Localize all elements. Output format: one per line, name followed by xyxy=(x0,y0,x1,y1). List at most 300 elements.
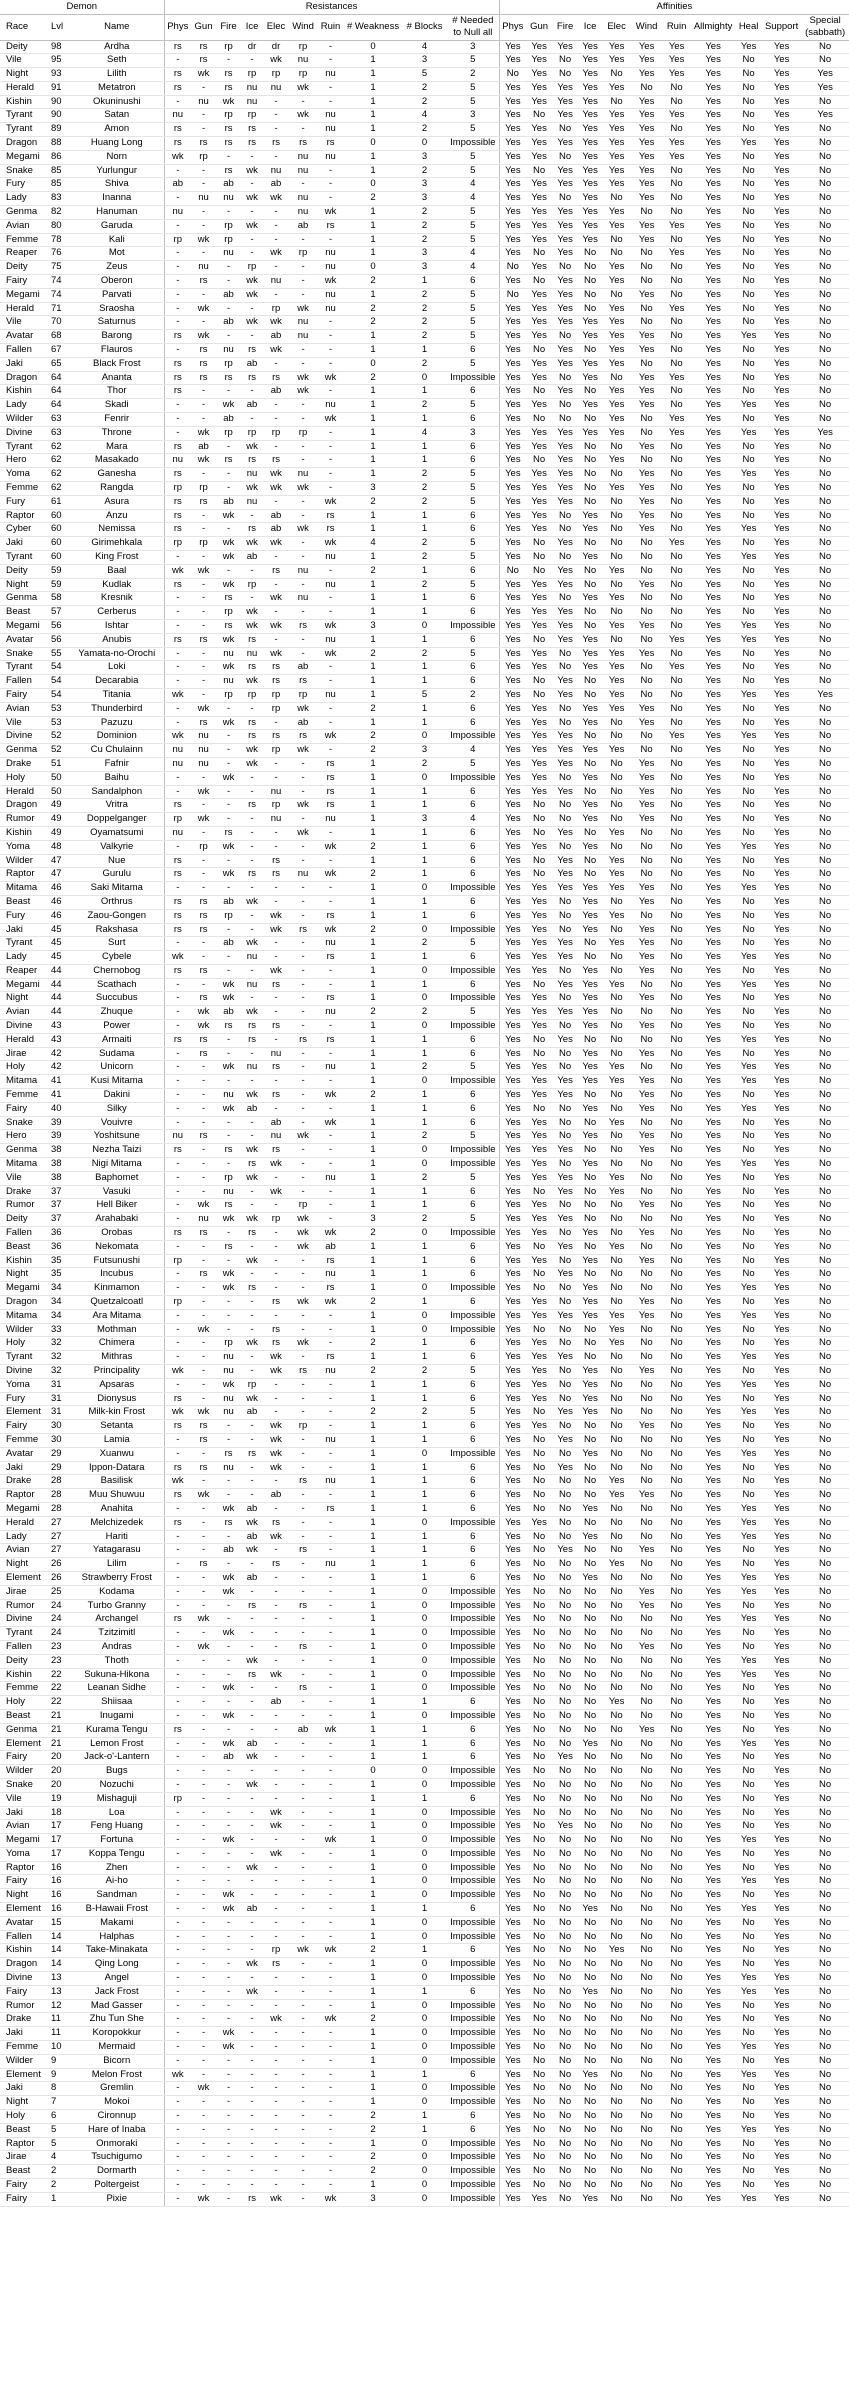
cell-lvl: 2 xyxy=(48,2179,70,2193)
cell-aff-fire: No xyxy=(552,1668,578,1682)
cell-res-gun: - xyxy=(191,1875,216,1889)
cell-name: Succubus xyxy=(70,992,164,1006)
cell-aff-allmighty: Yes xyxy=(691,1171,735,1185)
cell-res-phys: - xyxy=(164,702,191,716)
cell-aff-elec: Yes xyxy=(602,206,631,220)
cell-res-wind: - xyxy=(289,1309,317,1323)
cell-res-fire: nu xyxy=(216,675,241,689)
cell-aff-ice: Yes xyxy=(578,1006,602,1020)
cell-aff-heal: No xyxy=(735,482,762,496)
cell-blocks-count: 1 xyxy=(402,2068,447,2082)
cell-res-elec: wk xyxy=(263,1158,289,1172)
cell-aff-ruin: No xyxy=(662,1834,691,1848)
cell-aff-support: Yes xyxy=(762,647,801,661)
cell-blocks-count: 1 xyxy=(402,1392,447,1406)
cell-res-elec: rs xyxy=(263,675,289,689)
cell-res-fire: - xyxy=(216,1116,241,1130)
cell-res-wind: nu xyxy=(289,564,317,578)
cell-aff-gun: No xyxy=(526,2179,552,2193)
cell-res-wind: - xyxy=(289,1571,317,1585)
cell-aff-heal: No xyxy=(735,1599,762,1613)
cell-aff-gun: Yes xyxy=(526,261,552,275)
cell-aff-ruin: No xyxy=(662,716,691,730)
cell-aff-allmighty: Yes xyxy=(691,288,735,302)
cell-lvl: 30 xyxy=(48,1420,70,1434)
cell-race: Holy xyxy=(0,1696,48,1710)
cell-blocks-count: 0 xyxy=(402,2179,447,2193)
cell-weakness-count: 1 xyxy=(344,1268,402,1282)
cell-res-gun: rs xyxy=(191,495,216,509)
cell-race: Genma xyxy=(0,206,48,220)
table-row xyxy=(0,1544,849,1558)
cell-name: Baihu xyxy=(70,771,164,785)
cell-aff-ruin: No xyxy=(662,1337,691,1351)
cell-aff-support: Yes xyxy=(762,840,801,854)
cell-aff-ice: Yes xyxy=(578,550,602,564)
table-row xyxy=(0,2041,849,2055)
cell-aff-ruin: Yes xyxy=(662,661,691,675)
cell-name: Koppa Tengu xyxy=(70,1847,164,1861)
cell-aff-allmighty: Yes xyxy=(691,688,735,702)
cell-res-wind: - xyxy=(289,1958,317,1972)
cell-res-phys: - xyxy=(164,2123,191,2137)
table-row xyxy=(0,1820,849,1834)
cell-aff-support: Yes xyxy=(762,1378,801,1392)
cell-race: Genma xyxy=(0,1144,48,1158)
cell-res-phys: - xyxy=(164,978,191,992)
cell-res-phys: - xyxy=(164,1171,191,1185)
cell-aff-support: Yes xyxy=(762,1061,801,1075)
cell-aff-allmighty: Yes xyxy=(691,1709,735,1723)
cell-aff-ice: No xyxy=(578,1792,602,1806)
cell-blocks-count: 0 xyxy=(402,2096,447,2110)
cell-res-phys: - xyxy=(164,2192,191,2206)
cell-res-wind: rs xyxy=(289,923,317,937)
cell-needed-to-null: Impossible xyxy=(447,1806,499,1820)
cell-aff-heal: No xyxy=(735,219,762,233)
cell-needed-to-null: Impossible xyxy=(447,1668,499,1682)
cell-aff-phys: Yes xyxy=(499,964,526,978)
cell-res-elec: rs xyxy=(263,371,289,385)
cell-name: Zhen xyxy=(70,1861,164,1875)
cell-blocks-count: 2 xyxy=(402,206,447,220)
cell-res-ice: - xyxy=(241,54,263,68)
table-row xyxy=(0,109,849,123)
cell-res-ruin: - xyxy=(317,81,344,95)
cell-res-gun: - xyxy=(191,1392,216,1406)
cell-res-wind: rs xyxy=(289,1475,317,1489)
cell-aff-phys: Yes xyxy=(499,1392,526,1406)
cell-aff-heal: No xyxy=(735,1847,762,1861)
cell-res-elec: - xyxy=(263,1792,289,1806)
table-row xyxy=(0,2013,849,2027)
cell-aff-fire: No xyxy=(552,54,578,68)
cell-res-elec: - xyxy=(263,233,289,247)
cell-res-elec: - xyxy=(263,1985,289,1999)
cell-weakness-count: 1 xyxy=(344,771,402,785)
cell-weakness-count: 1 xyxy=(344,1640,402,1654)
cell-res-phys: - xyxy=(164,771,191,785)
cell-aff-ruin: No xyxy=(662,123,691,137)
cell-aff-allmighty: Yes xyxy=(691,771,735,785)
cell-aff-allmighty: Yes xyxy=(691,109,735,123)
cell-aff-fire: No xyxy=(552,1571,578,1585)
cell-weakness-count: 1 xyxy=(344,1185,402,1199)
cell-res-ice: - xyxy=(241,1765,263,1779)
cell-aff-special: No xyxy=(801,1502,849,1516)
cell-race: Wilder xyxy=(0,2054,48,2068)
cell-blocks-count: 1 xyxy=(402,1544,447,1558)
cell-res-ruin: - xyxy=(317,385,344,399)
cell-res-ruin: - xyxy=(317,426,344,440)
cell-res-phys: - xyxy=(164,95,191,109)
col-aff-fire-header: Fire xyxy=(552,14,578,40)
cell-res-fire: wk xyxy=(216,1502,241,1516)
cell-aff-allmighty: Yes xyxy=(691,1089,735,1103)
cell-lvl: 24 xyxy=(48,1627,70,1641)
cell-lvl: 89 xyxy=(48,123,70,137)
cell-res-wind: - xyxy=(289,757,317,771)
cell-res-phys: - xyxy=(164,1558,191,1572)
cell-name: Cu Chulainn xyxy=(70,744,164,758)
cell-res-elec: wk xyxy=(263,964,289,978)
cell-aff-fire: Yes xyxy=(552,1240,578,1254)
cell-aff-support: Yes xyxy=(762,1723,801,1737)
cell-res-fire: nu xyxy=(216,1351,241,1365)
cell-res-ice: - xyxy=(241,564,263,578)
cell-aff-allmighty: Yes xyxy=(691,937,735,951)
cell-weakness-count: 2 xyxy=(344,495,402,509)
cell-aff-wind: No xyxy=(631,1392,662,1406)
cell-res-ruin: rs xyxy=(317,509,344,523)
cell-aff-ice: Yes xyxy=(578,1282,602,1296)
cell-name: Tsuchigumo xyxy=(70,2151,164,2165)
cell-res-elec: - xyxy=(263,2068,289,2082)
cell-aff-fire: No xyxy=(552,1047,578,1061)
cell-aff-fire: No xyxy=(552,1847,578,1861)
cell-name: Saturnus xyxy=(70,316,164,330)
cell-res-gun: - xyxy=(191,399,216,413)
cell-race: Genma xyxy=(0,1723,48,1737)
cell-res-phys: - xyxy=(164,1240,191,1254)
cell-lvl: 37 xyxy=(48,1213,70,1227)
cell-aff-fire: No xyxy=(552,1999,578,2013)
cell-needed-to-null: 6 xyxy=(447,1102,499,1116)
cell-aff-wind: No xyxy=(631,633,662,647)
cell-aff-support: Yes xyxy=(762,1985,801,1999)
cell-aff-heal: Yes xyxy=(735,137,762,151)
cell-aff-special: No xyxy=(801,150,849,164)
cell-aff-heal: No xyxy=(735,233,762,247)
table-row xyxy=(0,1282,849,1296)
cell-aff-support: Yes xyxy=(762,192,801,206)
cell-name: Poltergeist xyxy=(70,2179,164,2193)
cell-aff-heal: No xyxy=(735,1544,762,1558)
cell-aff-wind: Yes xyxy=(631,440,662,454)
cell-lvl: 44 xyxy=(48,978,70,992)
cell-aff-ice: No xyxy=(578,1199,602,1213)
cell-weakness-count: 2 xyxy=(344,744,402,758)
cell-aff-heal: Yes xyxy=(735,1075,762,1089)
cell-aff-fire: No xyxy=(552,1944,578,1958)
cell-aff-gun: No xyxy=(526,109,552,123)
cell-aff-special: No xyxy=(801,1213,849,1227)
cell-needed-to-null: 6 xyxy=(447,716,499,730)
cell-name: Kusi Mitama xyxy=(70,1075,164,1089)
cell-aff-gun: No xyxy=(526,1930,552,1944)
cell-aff-phys: Yes xyxy=(499,895,526,909)
col-blocks-header: # Blocks xyxy=(402,14,447,40)
cell-aff-ruin: No xyxy=(662,1406,691,1420)
cell-aff-ice: No xyxy=(578,1323,602,1337)
cell-res-elec: - xyxy=(263,633,289,647)
cell-aff-heal: No xyxy=(735,716,762,730)
cell-blocks-count: 0 xyxy=(402,1972,447,1986)
cell-needed-to-null: 5 xyxy=(447,1006,499,1020)
cell-aff-wind: Yes xyxy=(631,785,662,799)
cell-weakness-count: 1 xyxy=(344,1351,402,1365)
cell-weakness-count: 1 xyxy=(344,992,402,1006)
cell-res-gun: - xyxy=(191,413,216,427)
cell-res-wind: - xyxy=(289,2151,317,2165)
cell-aff-phys: Yes xyxy=(499,578,526,592)
cell-res-ruin: - xyxy=(317,1516,344,1530)
cell-blocks-count: 0 xyxy=(402,771,447,785)
cell-res-phys: - xyxy=(164,661,191,675)
cell-needed-to-null: Impossible xyxy=(447,2082,499,2096)
table-row xyxy=(0,330,849,344)
cell-lvl: 10 xyxy=(48,2041,70,2055)
cell-aff-phys: Yes xyxy=(499,1489,526,1503)
cell-aff-allmighty: Yes xyxy=(691,1834,735,1848)
cell-res-wind: - xyxy=(289,2110,317,2124)
cell-aff-elec: No xyxy=(602,2054,631,2068)
cell-aff-support: Yes xyxy=(762,164,801,178)
cell-blocks-count: 2 xyxy=(402,757,447,771)
cell-res-elec: - xyxy=(263,1723,289,1737)
cell-aff-heal: Yes xyxy=(735,1585,762,1599)
cell-race: Tyrant xyxy=(0,937,48,951)
cell-aff-ruin: No xyxy=(662,992,691,1006)
cell-name: Okuninushi xyxy=(70,95,164,109)
cell-race: Night xyxy=(0,2096,48,2110)
cell-res-ice: - xyxy=(241,1351,263,1365)
cell-aff-heal: No xyxy=(735,1861,762,1875)
cell-aff-elec: Yes xyxy=(602,123,631,137)
cell-aff-wind: Yes xyxy=(631,619,662,633)
cell-res-gun: - xyxy=(191,550,216,564)
cell-blocks-count: 0 xyxy=(402,1765,447,1779)
cell-aff-allmighty: Yes xyxy=(691,923,735,937)
cell-aff-gun: Yes xyxy=(526,523,552,537)
table-row xyxy=(0,619,849,633)
cell-res-wind: - xyxy=(289,840,317,854)
cell-aff-support: Yes xyxy=(762,799,801,813)
cell-res-ruin: - xyxy=(317,178,344,192)
cell-lvl: 11 xyxy=(48,2027,70,2041)
cell-res-ruin: nu xyxy=(317,1433,344,1447)
cell-aff-ice: Yes xyxy=(578,371,602,385)
cell-res-wind: rs xyxy=(289,1682,317,1696)
cell-blocks-count: 2 xyxy=(402,468,447,482)
cell-blocks-count: 2 xyxy=(402,233,447,247)
cell-aff-wind: Yes xyxy=(631,95,662,109)
cell-aff-ice: Yes xyxy=(578,2192,602,2206)
cell-needed-to-null: 5 xyxy=(447,219,499,233)
cell-aff-special: No xyxy=(801,1999,849,2013)
cell-aff-special: No xyxy=(801,1006,849,1020)
cell-res-phys: rp xyxy=(164,1254,191,1268)
cell-aff-allmighty: Yes xyxy=(691,1033,735,1047)
cell-aff-wind: Yes xyxy=(631,330,662,344)
cell-aff-fire: No xyxy=(552,371,578,385)
cell-res-elec: wk xyxy=(263,592,289,606)
cell-aff-support: Yes xyxy=(762,288,801,302)
cell-name: Yamata-no-Orochi xyxy=(70,647,164,661)
cell-aff-gun: No xyxy=(526,1696,552,1710)
table-row xyxy=(0,2027,849,2041)
cell-res-phys: rs xyxy=(164,1461,191,1475)
cell-res-gun: rp xyxy=(191,840,216,854)
cell-name: Baal xyxy=(70,564,164,578)
cell-res-wind: - xyxy=(289,1171,317,1185)
cell-res-ruin: rs xyxy=(317,951,344,965)
cell-needed-to-null: 4 xyxy=(447,261,499,275)
cell-needed-to-null: 5 xyxy=(447,757,499,771)
cell-race: Night xyxy=(0,992,48,1006)
cell-blocks-count: 0 xyxy=(402,2054,447,2068)
cell-race: Avian xyxy=(0,219,48,233)
cell-aff-support: Yes xyxy=(762,606,801,620)
cell-aff-ruin: No xyxy=(662,606,691,620)
cell-aff-allmighty: Yes xyxy=(691,2165,735,2179)
cell-res-elec: - xyxy=(263,1475,289,1489)
cell-aff-allmighty: Yes xyxy=(691,2192,735,2206)
cell-res-wind: - xyxy=(289,1627,317,1641)
cell-aff-gun: No xyxy=(526,868,552,882)
cell-blocks-count: 1 xyxy=(402,1089,447,1103)
cell-weakness-count: 1 xyxy=(344,399,402,413)
cell-aff-special: No xyxy=(801,1696,849,1710)
cell-res-ice: - xyxy=(241,2027,263,2041)
cell-aff-wind: Yes xyxy=(631,1227,662,1241)
cell-res-wind: - xyxy=(289,1654,317,1668)
cell-aff-allmighty: Yes xyxy=(691,1102,735,1116)
cell-weakness-count: 1 xyxy=(344,1158,402,1172)
cell-aff-gun: No xyxy=(526,275,552,289)
cell-name: Lamia xyxy=(70,1433,164,1447)
cell-res-wind: rs xyxy=(289,137,317,151)
cell-needed-to-null: Impossible xyxy=(447,1889,499,1903)
cell-weakness-count: 1 xyxy=(344,1020,402,1034)
cell-race: Wilder xyxy=(0,1765,48,1779)
cell-needed-to-null: 2 xyxy=(447,68,499,82)
cell-aff-allmighty: Yes xyxy=(691,509,735,523)
cell-res-elec: - xyxy=(263,2165,289,2179)
cell-res-fire: rp xyxy=(216,357,241,371)
cell-aff-fire: No xyxy=(552,1696,578,1710)
cell-aff-ice: No xyxy=(578,1351,602,1365)
cell-aff-fire: Yes xyxy=(552,882,578,896)
cell-blocks-count: 0 xyxy=(402,1323,447,1337)
cell-res-ice: - xyxy=(241,1075,263,1089)
cell-lvl: 9 xyxy=(48,2054,70,2068)
cell-weakness-count: 1 xyxy=(344,854,402,868)
table-row xyxy=(0,81,849,95)
cell-aff-gun: No xyxy=(526,1571,552,1585)
cell-race: Beast xyxy=(0,895,48,909)
cell-needed-to-null: 5 xyxy=(447,1406,499,1420)
cell-weakness-count: 1 xyxy=(344,1447,402,1461)
cell-lvl: 93 xyxy=(48,68,70,82)
cell-aff-phys: Yes xyxy=(499,771,526,785)
cell-res-gun: - xyxy=(191,1944,216,1958)
cell-lvl: 13 xyxy=(48,1985,70,1999)
cell-race: Avian xyxy=(0,702,48,716)
cell-res-gun: - xyxy=(191,578,216,592)
cell-name: Throne xyxy=(70,426,164,440)
cell-weakness-count: 1 xyxy=(344,1047,402,1061)
cell-aff-ice: No xyxy=(578,1116,602,1130)
cell-lvl: 53 xyxy=(48,702,70,716)
cell-aff-phys: Yes xyxy=(499,399,526,413)
cell-weakness-count: 1 xyxy=(344,964,402,978)
cell-blocks-count: 0 xyxy=(402,2151,447,2165)
cell-aff-elec: No xyxy=(602,1433,631,1447)
cell-res-wind: wk xyxy=(289,1240,317,1254)
cell-race: Night xyxy=(0,68,48,82)
cell-weakness-count: 1 xyxy=(344,1972,402,1986)
cell-res-fire: nu xyxy=(216,1185,241,1199)
cell-res-phys: - xyxy=(164,1847,191,1861)
cell-res-ruin: - xyxy=(317,2041,344,2055)
cell-aff-wind: Yes xyxy=(631,164,662,178)
cell-aff-gun: Yes xyxy=(526,771,552,785)
cell-res-ice: - xyxy=(241,1820,263,1834)
cell-aff-ruin: No xyxy=(662,550,691,564)
cell-res-ice: - xyxy=(241,2137,263,2151)
cell-name: Armaiti xyxy=(70,1033,164,1047)
table-row xyxy=(0,1365,849,1379)
cell-weakness-count: 0 xyxy=(344,178,402,192)
cell-blocks-count: 1 xyxy=(402,1116,447,1130)
cell-aff-support: Yes xyxy=(762,1240,801,1254)
cell-aff-ruin: No xyxy=(662,1709,691,1723)
cell-aff-phys: Yes xyxy=(499,2179,526,2193)
cell-aff-phys: Yes xyxy=(499,81,526,95)
cell-aff-phys: Yes xyxy=(499,1406,526,1420)
cell-aff-heal: No xyxy=(735,1765,762,1779)
cell-res-wind: - xyxy=(289,288,317,302)
cell-aff-wind: No xyxy=(631,1571,662,1585)
cell-res-phys: - xyxy=(164,606,191,620)
cell-res-elec: rs xyxy=(263,1516,289,1530)
cell-res-fire: rs xyxy=(216,1447,241,1461)
table-row xyxy=(0,688,849,702)
cell-aff-heal: No xyxy=(735,1999,762,2013)
cell-res-ice: wk xyxy=(241,1958,263,1972)
cell-aff-wind: No xyxy=(631,1820,662,1834)
cell-aff-allmighty: Yes xyxy=(691,1654,735,1668)
table-row xyxy=(0,1420,849,1434)
cell-res-gun: - xyxy=(191,1654,216,1668)
cell-aff-phys: Yes xyxy=(499,275,526,289)
cell-lvl: 7 xyxy=(48,2096,70,2110)
cell-res-wind: - xyxy=(289,1406,317,1420)
cell-aff-ice: Yes xyxy=(578,1502,602,1516)
cell-aff-special: No xyxy=(801,1778,849,1792)
cell-res-ice: rp xyxy=(241,1378,263,1392)
